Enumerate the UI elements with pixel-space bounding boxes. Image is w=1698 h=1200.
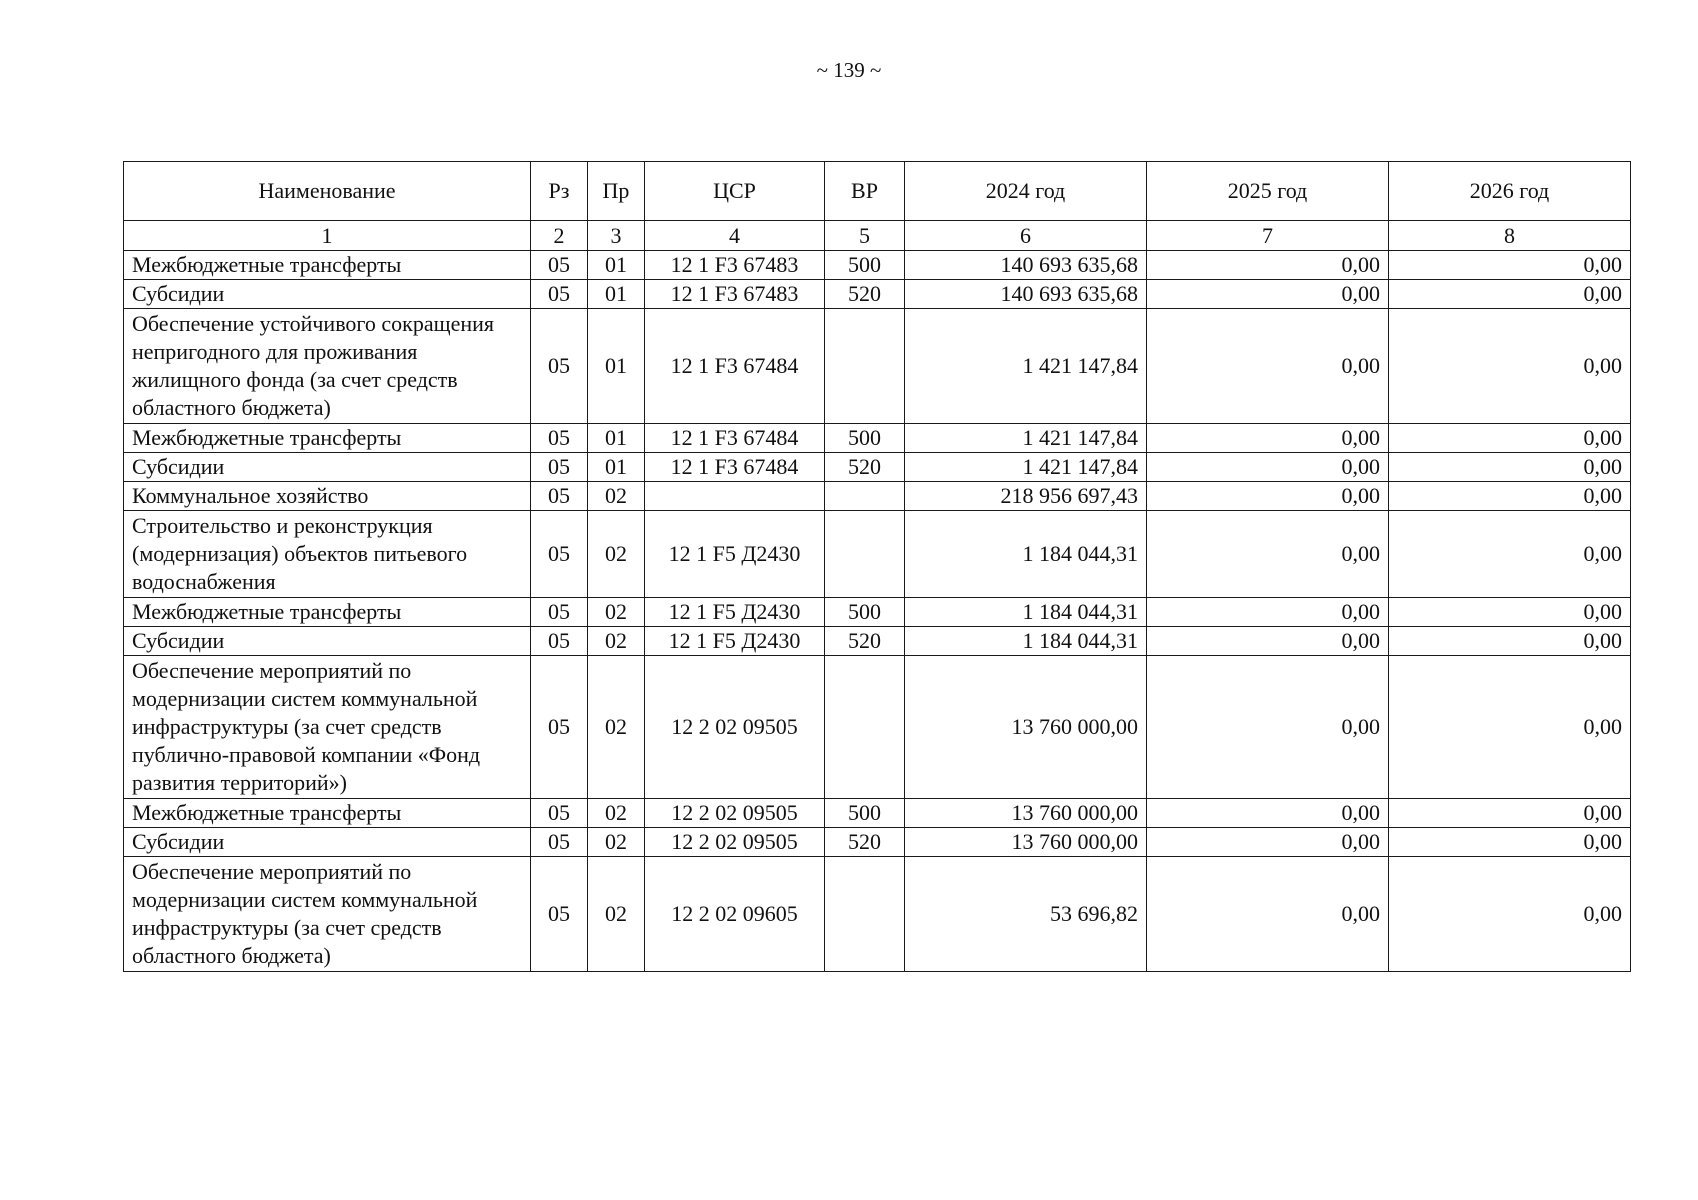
- cell-csr: 12 2 02 09505: [645, 656, 825, 799]
- cell-vr: 520: [825, 453, 905, 482]
- cell-name: Межбюджетные трансферты: [124, 598, 531, 627]
- cell-2024: 140 693 635,68: [905, 251, 1147, 280]
- cell-csr: 12 1 F3 67484: [645, 424, 825, 453]
- header-rz: Рз: [531, 162, 588, 221]
- cell-rz: 05: [531, 251, 588, 280]
- cell-csr: 12 1 F3 67483: [645, 280, 825, 309]
- cell-pr: 01: [588, 251, 645, 280]
- cell-csr: 12 1 F5 Д2430: [645, 627, 825, 656]
- table-row: [124, 627, 1631, 656]
- cell-rz: 05: [531, 280, 588, 309]
- header-pr: Пр: [588, 162, 645, 221]
- cell-vr: 500: [825, 251, 905, 280]
- cell-2026: 0,00: [1389, 511, 1631, 598]
- cell-2026: 0,00: [1389, 251, 1631, 280]
- cell-2026: 0,00: [1389, 598, 1631, 627]
- table-row: [124, 799, 1631, 828]
- cell-vr: [825, 857, 905, 972]
- cell-2025: 0,00: [1147, 424, 1389, 453]
- cell-pr: 02: [588, 511, 645, 598]
- cell-2024: 13 760 000,00: [905, 828, 1147, 857]
- table-row: [124, 280, 1631, 309]
- cell-rz: 05: [531, 598, 588, 627]
- table-row: [124, 482, 1631, 511]
- cell-2024: 218 956 697,43: [905, 482, 1147, 511]
- cell-name: Субсидии: [124, 453, 531, 482]
- cell-vr: 500: [825, 799, 905, 828]
- cell-csr: 12 1 F3 67484: [645, 309, 825, 424]
- column-number: 4: [645, 221, 825, 251]
- cell-pr: 02: [588, 598, 645, 627]
- cell-2025: 0,00: [1147, 482, 1389, 511]
- cell-vr: [825, 656, 905, 799]
- cell-2025: 0,00: [1147, 453, 1389, 482]
- cell-name: Субсидии: [124, 627, 531, 656]
- header-row: [124, 162, 1631, 221]
- column-number-row: [124, 221, 1631, 251]
- cell-vr: 520: [825, 280, 905, 309]
- cell-csr: 12 2 02 09505: [645, 828, 825, 857]
- cell-pr: 02: [588, 799, 645, 828]
- cell-2025: 0,00: [1147, 598, 1389, 627]
- table-row: [124, 424, 1631, 453]
- cell-2024: 1 184 044,31: [905, 598, 1147, 627]
- cell-rz: 05: [531, 424, 588, 453]
- cell-rz: 05: [531, 482, 588, 511]
- cell-2026: 0,00: [1389, 309, 1631, 424]
- cell-rz: 05: [531, 828, 588, 857]
- cell-rz: 05: [531, 511, 588, 598]
- cell-rz: 05: [531, 309, 588, 424]
- cell-2025: 0,00: [1147, 656, 1389, 799]
- header-2026: 2026 год: [1389, 162, 1631, 221]
- cell-name: Субсидии: [124, 280, 531, 309]
- table-row: [124, 656, 1631, 799]
- column-number: 6: [905, 221, 1147, 251]
- cell-vr: 500: [825, 424, 905, 453]
- table-row: [124, 251, 1631, 280]
- cell-2025: 0,00: [1147, 251, 1389, 280]
- cell-pr: 01: [588, 424, 645, 453]
- cell-vr: 520: [825, 828, 905, 857]
- cell-2025: 0,00: [1147, 511, 1389, 598]
- header-name: Наименование: [124, 162, 531, 221]
- cell-rz: 05: [531, 857, 588, 972]
- column-number: 1: [124, 221, 531, 251]
- cell-rz: 05: [531, 453, 588, 482]
- cell-2025: 0,00: [1147, 280, 1389, 309]
- cell-name: Межбюджетные трансферты: [124, 424, 531, 453]
- cell-2026: 0,00: [1389, 656, 1631, 799]
- cell-pr: 02: [588, 482, 645, 511]
- cell-2026: 0,00: [1389, 482, 1631, 511]
- cell-pr: 02: [588, 656, 645, 799]
- cell-2025: 0,00: [1147, 627, 1389, 656]
- cell-csr: 12 1 F5 Д2430: [645, 598, 825, 627]
- cell-2024: 1 421 147,84: [905, 309, 1147, 424]
- table-row: [124, 828, 1631, 857]
- cell-2024: 140 693 635,68: [905, 280, 1147, 309]
- header-2025: 2025 год: [1147, 162, 1389, 221]
- header-csr: ЦСР: [645, 162, 825, 221]
- cell-name: Коммунальное хозяйство: [124, 482, 531, 511]
- cell-2025: 0,00: [1147, 309, 1389, 424]
- header-vr: ВР: [825, 162, 905, 221]
- cell-pr: 01: [588, 309, 645, 424]
- cell-name: Обеспечение мероприятий по модернизации систем коммунальной инфраструктуры (за счет средств областного бюджета): [124, 857, 531, 972]
- column-number: 2: [531, 221, 588, 251]
- cell-rz: 05: [531, 799, 588, 828]
- cell-vr: 500: [825, 598, 905, 627]
- column-number: 5: [825, 221, 905, 251]
- cell-vr: [825, 482, 905, 511]
- budget-table: [123, 161, 1631, 972]
- cell-name: Межбюджетные трансферты: [124, 799, 531, 828]
- cell-2025: 0,00: [1147, 799, 1389, 828]
- cell-pr: 02: [588, 828, 645, 857]
- cell-2024: 13 760 000,00: [905, 799, 1147, 828]
- table-row: [124, 453, 1631, 482]
- cell-csr: 12 1 F5 Д2430: [645, 511, 825, 598]
- cell-pr: 02: [588, 857, 645, 972]
- table-row: [124, 598, 1631, 627]
- cell-2024: 1 421 147,84: [905, 424, 1147, 453]
- column-number: 3: [588, 221, 645, 251]
- cell-2026: 0,00: [1389, 799, 1631, 828]
- cell-2024: 1 184 044,31: [905, 511, 1147, 598]
- cell-2026: 0,00: [1389, 857, 1631, 972]
- cell-2026: 0,00: [1389, 280, 1631, 309]
- page-number: ~ 139 ~: [816, 58, 882, 82]
- cell-rz: 05: [531, 627, 588, 656]
- cell-2024: 1 184 044,31: [905, 627, 1147, 656]
- table-row: [124, 857, 1631, 972]
- cell-2026: 0,00: [1389, 424, 1631, 453]
- cell-csr: 12 1 F3 67483: [645, 251, 825, 280]
- cell-rz: 05: [531, 656, 588, 799]
- header-2024: 2024 год: [905, 162, 1147, 221]
- cell-csr: [645, 482, 825, 511]
- cell-name: Межбюджетные трансферты: [124, 251, 531, 280]
- cell-vr: 520: [825, 627, 905, 656]
- cell-2024: 53 696,82: [905, 857, 1147, 972]
- cell-2024: 1 421 147,84: [905, 453, 1147, 482]
- cell-csr: 12 2 02 09605: [645, 857, 825, 972]
- column-number: 7: [1147, 221, 1389, 251]
- cell-name: Строительство и реконструкция (модернизация) объектов питьевого водоснабжения: [124, 511, 531, 598]
- column-number: 8: [1389, 221, 1631, 251]
- table-row: [124, 511, 1631, 598]
- cell-2025: 0,00: [1147, 857, 1389, 972]
- cell-vr: [825, 309, 905, 424]
- cell-csr: 12 2 02 09505: [645, 799, 825, 828]
- cell-pr: 01: [588, 453, 645, 482]
- cell-pr: 01: [588, 280, 645, 309]
- cell-2025: 0,00: [1147, 828, 1389, 857]
- cell-2026: 0,00: [1389, 627, 1631, 656]
- cell-name: Субсидии: [124, 828, 531, 857]
- cell-2026: 0,00: [1389, 828, 1631, 857]
- cell-2026: 0,00: [1389, 453, 1631, 482]
- table-row: [124, 309, 1631, 424]
- cell-csr: 12 1 F3 67484: [645, 453, 825, 482]
- cell-pr: 02: [588, 627, 645, 656]
- cell-name: Обеспечение мероприятий по модернизации систем коммунальной инфраструктуры (за счет средств публично-правовой компании «Фонд развития территорий»): [124, 656, 531, 799]
- cell-2024: 13 760 000,00: [905, 656, 1147, 799]
- cell-vr: [825, 511, 905, 598]
- cell-name: Обеспечение устойчивого сокращения непригодного для проживания жилищного фонда (за счет средств областного бюджета): [124, 309, 531, 424]
